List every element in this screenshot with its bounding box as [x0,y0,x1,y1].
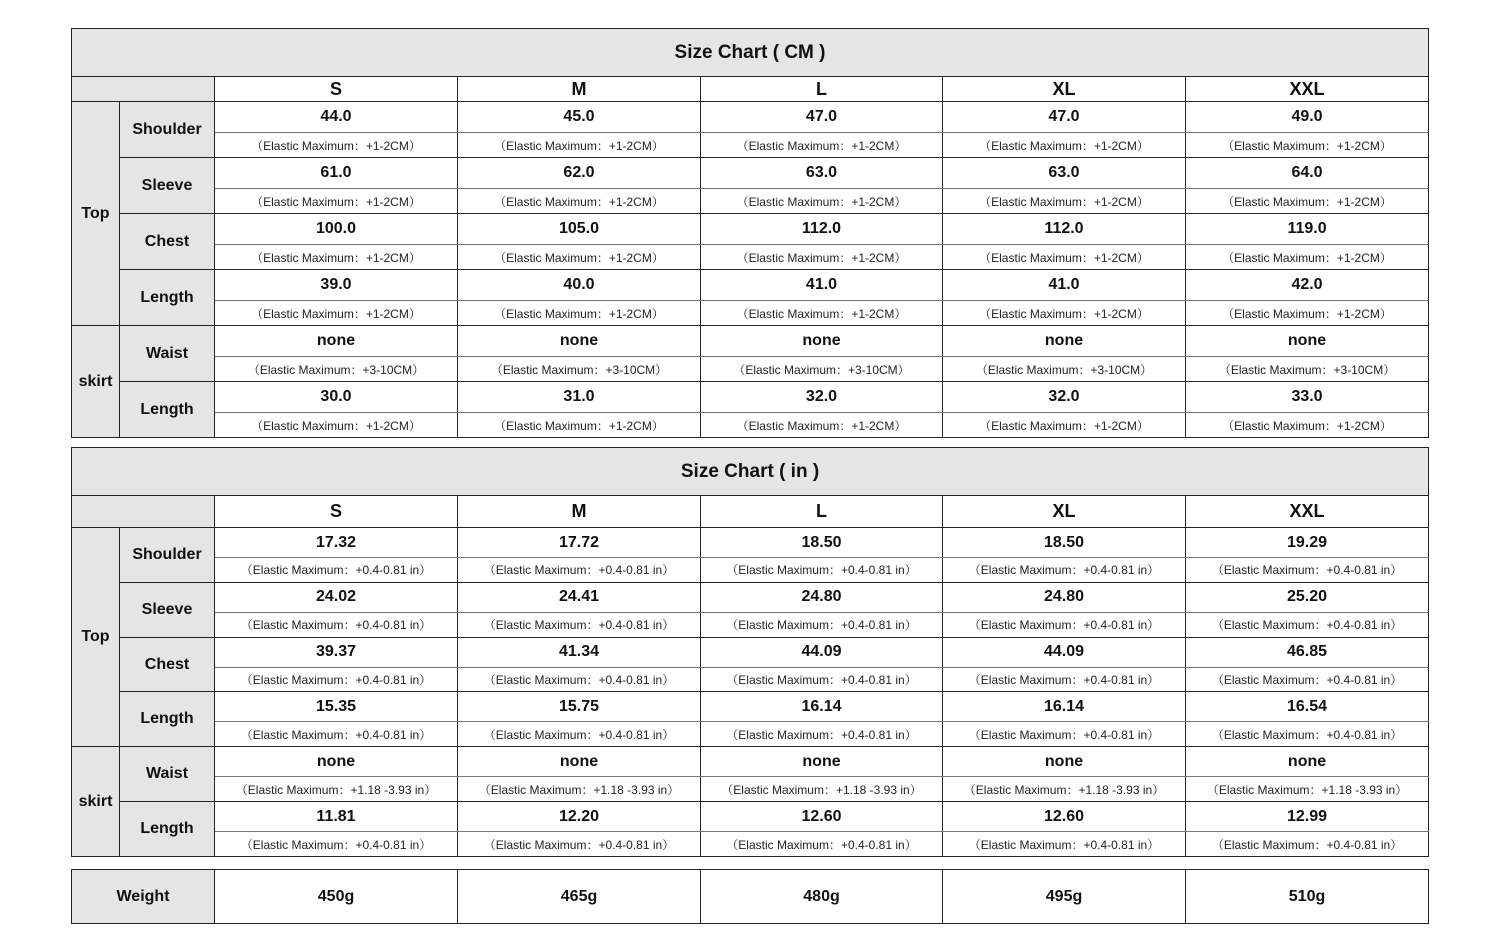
elastic-note: （Elastic Maximum：+0.4-0.81 in） [215,722,458,747]
measurement-value: 100.0 [215,214,458,245]
measurement-note-row [72,722,1429,747]
elastic-note: （Elastic Maximum：+3-10CM） [1186,357,1429,382]
weight-value-l: 480g [701,870,943,924]
elastic-note: （Elastic Maximum：+1-2CM） [943,133,1186,158]
elastic-note: （Elastic Maximum：+1.18 -3.93 in） [215,777,458,802]
measurement-label-shoulder: Shoulder [120,102,215,158]
measurement-value: 16.14 [943,692,1186,722]
measurement-note-row [72,357,1429,382]
measurement-value: 47.0 [701,102,943,133]
measurement-value: 16.54 [1186,692,1429,722]
elastic-note: （Elastic Maximum：+1-2CM） [215,301,458,326]
header-corner [72,496,215,528]
measurement-value: 32.0 [701,382,943,413]
title-row [72,448,1429,496]
measurement-value-row [72,214,1429,245]
weight-value-xxl: 510g [1186,870,1429,924]
measurement-value: none [701,747,943,777]
measurement-label-chest: Chest [120,637,215,692]
elastic-note: （Elastic Maximum：+3-10CM） [458,357,701,382]
measurement-value: 44.0 [215,102,458,133]
elastic-note: （Elastic Maximum：+3-10CM） [701,357,943,382]
measurement-label-length: Length [120,802,215,857]
elastic-note: （Elastic Maximum：+1-2CM） [458,133,701,158]
size-header-l: L [701,77,943,102]
measurement-value: 31.0 [458,382,701,413]
measurement-value: 18.50 [943,528,1186,558]
size-header-l: L [701,496,943,528]
measurement-label-length: Length [120,692,215,747]
elastic-note: （Elastic Maximum：+1-2CM） [701,301,943,326]
elastic-note: （Elastic Maximum：+0.4-0.81 in） [1186,832,1429,857]
weight-value-s: 450g [215,870,458,924]
measurement-note-row [72,245,1429,270]
measurement-value: 62.0 [458,158,701,189]
measurement-value: 112.0 [701,214,943,245]
weight-row [72,870,1429,924]
measurement-value: 24.41 [458,582,701,612]
measurement-value: 15.75 [458,692,701,722]
size-header-xl: XL [943,77,1186,102]
size-header-s: S [215,496,458,528]
measurement-value: 24.80 [943,582,1186,612]
measurement-value: none [215,326,458,357]
elastic-note: （Elastic Maximum：+3-10CM） [215,357,458,382]
measurement-label-chest: Chest [120,214,215,270]
measurement-value-row [72,692,1429,722]
elastic-note: （Elastic Maximum：+0.4-0.81 in） [701,667,943,692]
elastic-note: （Elastic Maximum：+1-2CM） [1186,413,1429,438]
elastic-note: （Elastic Maximum：+0.4-0.81 in） [458,667,701,692]
measurement-value: none [458,326,701,357]
measurement-value: 17.32 [215,528,458,558]
measurement-value: 18.50 [701,528,943,558]
measurement-note-row [72,777,1429,802]
elastic-note: （Elastic Maximum：+1-2CM） [943,245,1186,270]
elastic-note: （Elastic Maximum：+0.4-0.81 in） [458,612,701,637]
measurement-value-row [72,158,1429,189]
measurement-value: 61.0 [215,158,458,189]
measurement-note-row [72,413,1429,438]
elastic-note: （Elastic Maximum：+0.4-0.81 in） [215,558,458,583]
measurement-value: 12.20 [458,802,701,832]
elastic-note: （Elastic Maximum：+1-2CM） [943,301,1186,326]
measurement-value-row [72,270,1429,301]
elastic-note: （Elastic Maximum：+0.4-0.81 in） [458,722,701,747]
measurement-value: none [701,326,943,357]
elastic-note: （Elastic Maximum：+1.18 -3.93 in） [701,777,943,802]
measurement-value: none [458,747,701,777]
elastic-note: （Elastic Maximum：+1-2CM） [1186,133,1429,158]
elastic-note: （Elastic Maximum：+1-2CM） [215,413,458,438]
measurement-note-row [72,612,1429,637]
elastic-note: （Elastic Maximum：+0.4-0.81 in） [943,612,1186,637]
elastic-note: （Elastic Maximum：+1-2CM） [458,189,701,214]
measurement-value: 32.0 [943,382,1186,413]
elastic-note: （Elastic Maximum：+0.4-0.81 in） [1186,667,1429,692]
elastic-note: （Elastic Maximum：+0.4-0.81 in） [1186,558,1429,583]
group-label-skirt: skirt [72,326,120,438]
elastic-note: （Elastic Maximum：+1-2CM） [215,189,458,214]
measurement-value-row [72,637,1429,667]
size-header-m: M [458,496,701,528]
measurement-value: 63.0 [943,158,1186,189]
measurement-value-row [72,528,1429,558]
measurement-value-row [72,382,1429,413]
size-header-row [72,77,1429,102]
measurement-value: 119.0 [1186,214,1429,245]
size-header-xxl: XXL [1186,496,1429,528]
measurement-value: 24.80 [701,582,943,612]
measurement-label-shoulder: Shoulder [120,528,215,583]
measurement-label-sleeve: Sleeve [120,158,215,214]
elastic-note: （Elastic Maximum：+0.4-0.81 in） [701,832,943,857]
measurement-value: 39.0 [215,270,458,301]
measurement-value: 30.0 [215,382,458,413]
elastic-note: （Elastic Maximum：+1-2CM） [458,245,701,270]
elastic-note: （Elastic Maximum：+0.4-0.81 in） [1186,722,1429,747]
elastic-note: （Elastic Maximum：+0.4-0.81 in） [458,558,701,583]
elastic-note: （Elastic Maximum：+3-10CM） [943,357,1186,382]
size-chart-cm [71,28,1429,438]
measurement-note-row [72,558,1429,583]
measurement-value: 24.02 [215,582,458,612]
measurement-value: 12.60 [701,802,943,832]
size-header-s: S [215,77,458,102]
size-header-xxl: XXL [1186,77,1429,102]
size-header-xl: XL [943,496,1186,528]
elastic-note: （Elastic Maximum：+1.18 -3.93 in） [1186,777,1429,802]
measurement-value: 33.0 [1186,382,1429,413]
chart-title: Size Chart ( CM ) [72,29,1429,77]
measurement-value: 46.85 [1186,637,1429,667]
elastic-note: （Elastic Maximum：+1-2CM） [701,413,943,438]
elastic-note: （Elastic Maximum：+1-2CM） [943,413,1186,438]
weight-value-xl: 495g [943,870,1186,924]
measurement-value: 49.0 [1186,102,1429,133]
measurement-value: 42.0 [1186,270,1429,301]
measurement-note-row [72,133,1429,158]
measurement-value-row [72,747,1429,777]
elastic-note: （Elastic Maximum：+1-2CM） [943,189,1186,214]
elastic-note: （Elastic Maximum：+0.4-0.81 in） [701,558,943,583]
measurement-value: 19.29 [1186,528,1429,558]
measurement-value-row [72,326,1429,357]
measurement-value: 40.0 [458,270,701,301]
elastic-note: （Elastic Maximum：+1-2CM） [1186,301,1429,326]
measurement-value: 15.35 [215,692,458,722]
measurement-value: none [1186,747,1429,777]
measurement-label-sleeve: Sleeve [120,582,215,637]
group-label-top: Top [72,102,120,326]
elastic-note: （Elastic Maximum：+0.4-0.81 in） [701,612,943,637]
measurement-label-length: Length [120,382,215,438]
measurement-value: 17.72 [458,528,701,558]
measurement-value: 25.20 [1186,582,1429,612]
measurement-note-row [72,301,1429,326]
measurement-value: 47.0 [943,102,1186,133]
measurement-value: 44.09 [701,637,943,667]
elastic-note: （Elastic Maximum：+0.4-0.81 in） [943,722,1186,747]
elastic-note: （Elastic Maximum：+1-2CM） [701,133,943,158]
measurement-label-length: Length [120,270,215,326]
weight-table [71,869,1429,924]
weight-label: Weight [72,870,215,924]
measurement-value: 12.60 [943,802,1186,832]
elastic-note: （Elastic Maximum：+0.4-0.81 in） [215,667,458,692]
size-chart-inches [71,447,1429,857]
elastic-note: （Elastic Maximum：+1-2CM） [701,245,943,270]
measurement-value-row [72,102,1429,133]
elastic-note: （Elastic Maximum：+1-2CM） [701,189,943,214]
weight-value-m: 465g [458,870,701,924]
elastic-note: （Elastic Maximum：+0.4-0.81 in） [215,832,458,857]
measurement-value: 64.0 [1186,158,1429,189]
measurement-value: 63.0 [701,158,943,189]
measurement-note-row [72,189,1429,214]
measurement-value: none [1186,326,1429,357]
measurement-value: 45.0 [458,102,701,133]
measurement-value: 41.34 [458,637,701,667]
elastic-note: （Elastic Maximum：+1-2CM） [215,245,458,270]
measurement-value: 41.0 [943,270,1186,301]
measurement-value-row [72,802,1429,832]
measurement-value: none [943,326,1186,357]
measurement-value: 12.99 [1186,802,1429,832]
measurement-value: 11.81 [215,802,458,832]
elastic-note: （Elastic Maximum：+1-2CM） [458,301,701,326]
measurement-value: 44.09 [943,637,1186,667]
measurement-note-row [72,832,1429,857]
elastic-note: （Elastic Maximum：+1-2CM） [215,133,458,158]
group-label-skirt: skirt [72,747,120,857]
elastic-note: （Elastic Maximum：+1.18 -3.93 in） [458,777,701,802]
group-label-top: Top [72,528,120,747]
measurement-value: 105.0 [458,214,701,245]
measurement-label-waist: Waist [120,326,215,382]
elastic-note: （Elastic Maximum：+0.4-0.81 in） [701,722,943,747]
measurement-value: none [943,747,1186,777]
elastic-note: （Elastic Maximum：+1.18 -3.93 in） [943,777,1186,802]
measurement-note-row [72,667,1429,692]
header-corner [72,77,215,102]
elastic-note: （Elastic Maximum：+0.4-0.81 in） [943,832,1186,857]
size-header-row [72,496,1429,528]
elastic-note: （Elastic Maximum：+1-2CM） [1186,245,1429,270]
measurement-label-waist: Waist [120,747,215,802]
title-row [72,29,1429,77]
measurement-value: none [215,747,458,777]
size-header-m: M [458,77,701,102]
elastic-note: （Elastic Maximum：+0.4-0.81 in） [943,667,1186,692]
measurement-value: 16.14 [701,692,943,722]
elastic-note: （Elastic Maximum：+0.4-0.81 in） [215,612,458,637]
elastic-note: （Elastic Maximum：+1-2CM） [458,413,701,438]
elastic-note: （Elastic Maximum：+0.4-0.81 in） [1186,612,1429,637]
chart-title: Size Chart ( in ) [72,448,1429,496]
measurement-value: 39.37 [215,637,458,667]
measurement-value: 41.0 [701,270,943,301]
elastic-note: （Elastic Maximum：+0.4-0.81 in） [943,558,1186,583]
measurement-value: 112.0 [943,214,1186,245]
elastic-note: （Elastic Maximum：+0.4-0.81 in） [458,832,701,857]
elastic-note: （Elastic Maximum：+1-2CM） [1186,189,1429,214]
measurement-value-row [72,582,1429,612]
